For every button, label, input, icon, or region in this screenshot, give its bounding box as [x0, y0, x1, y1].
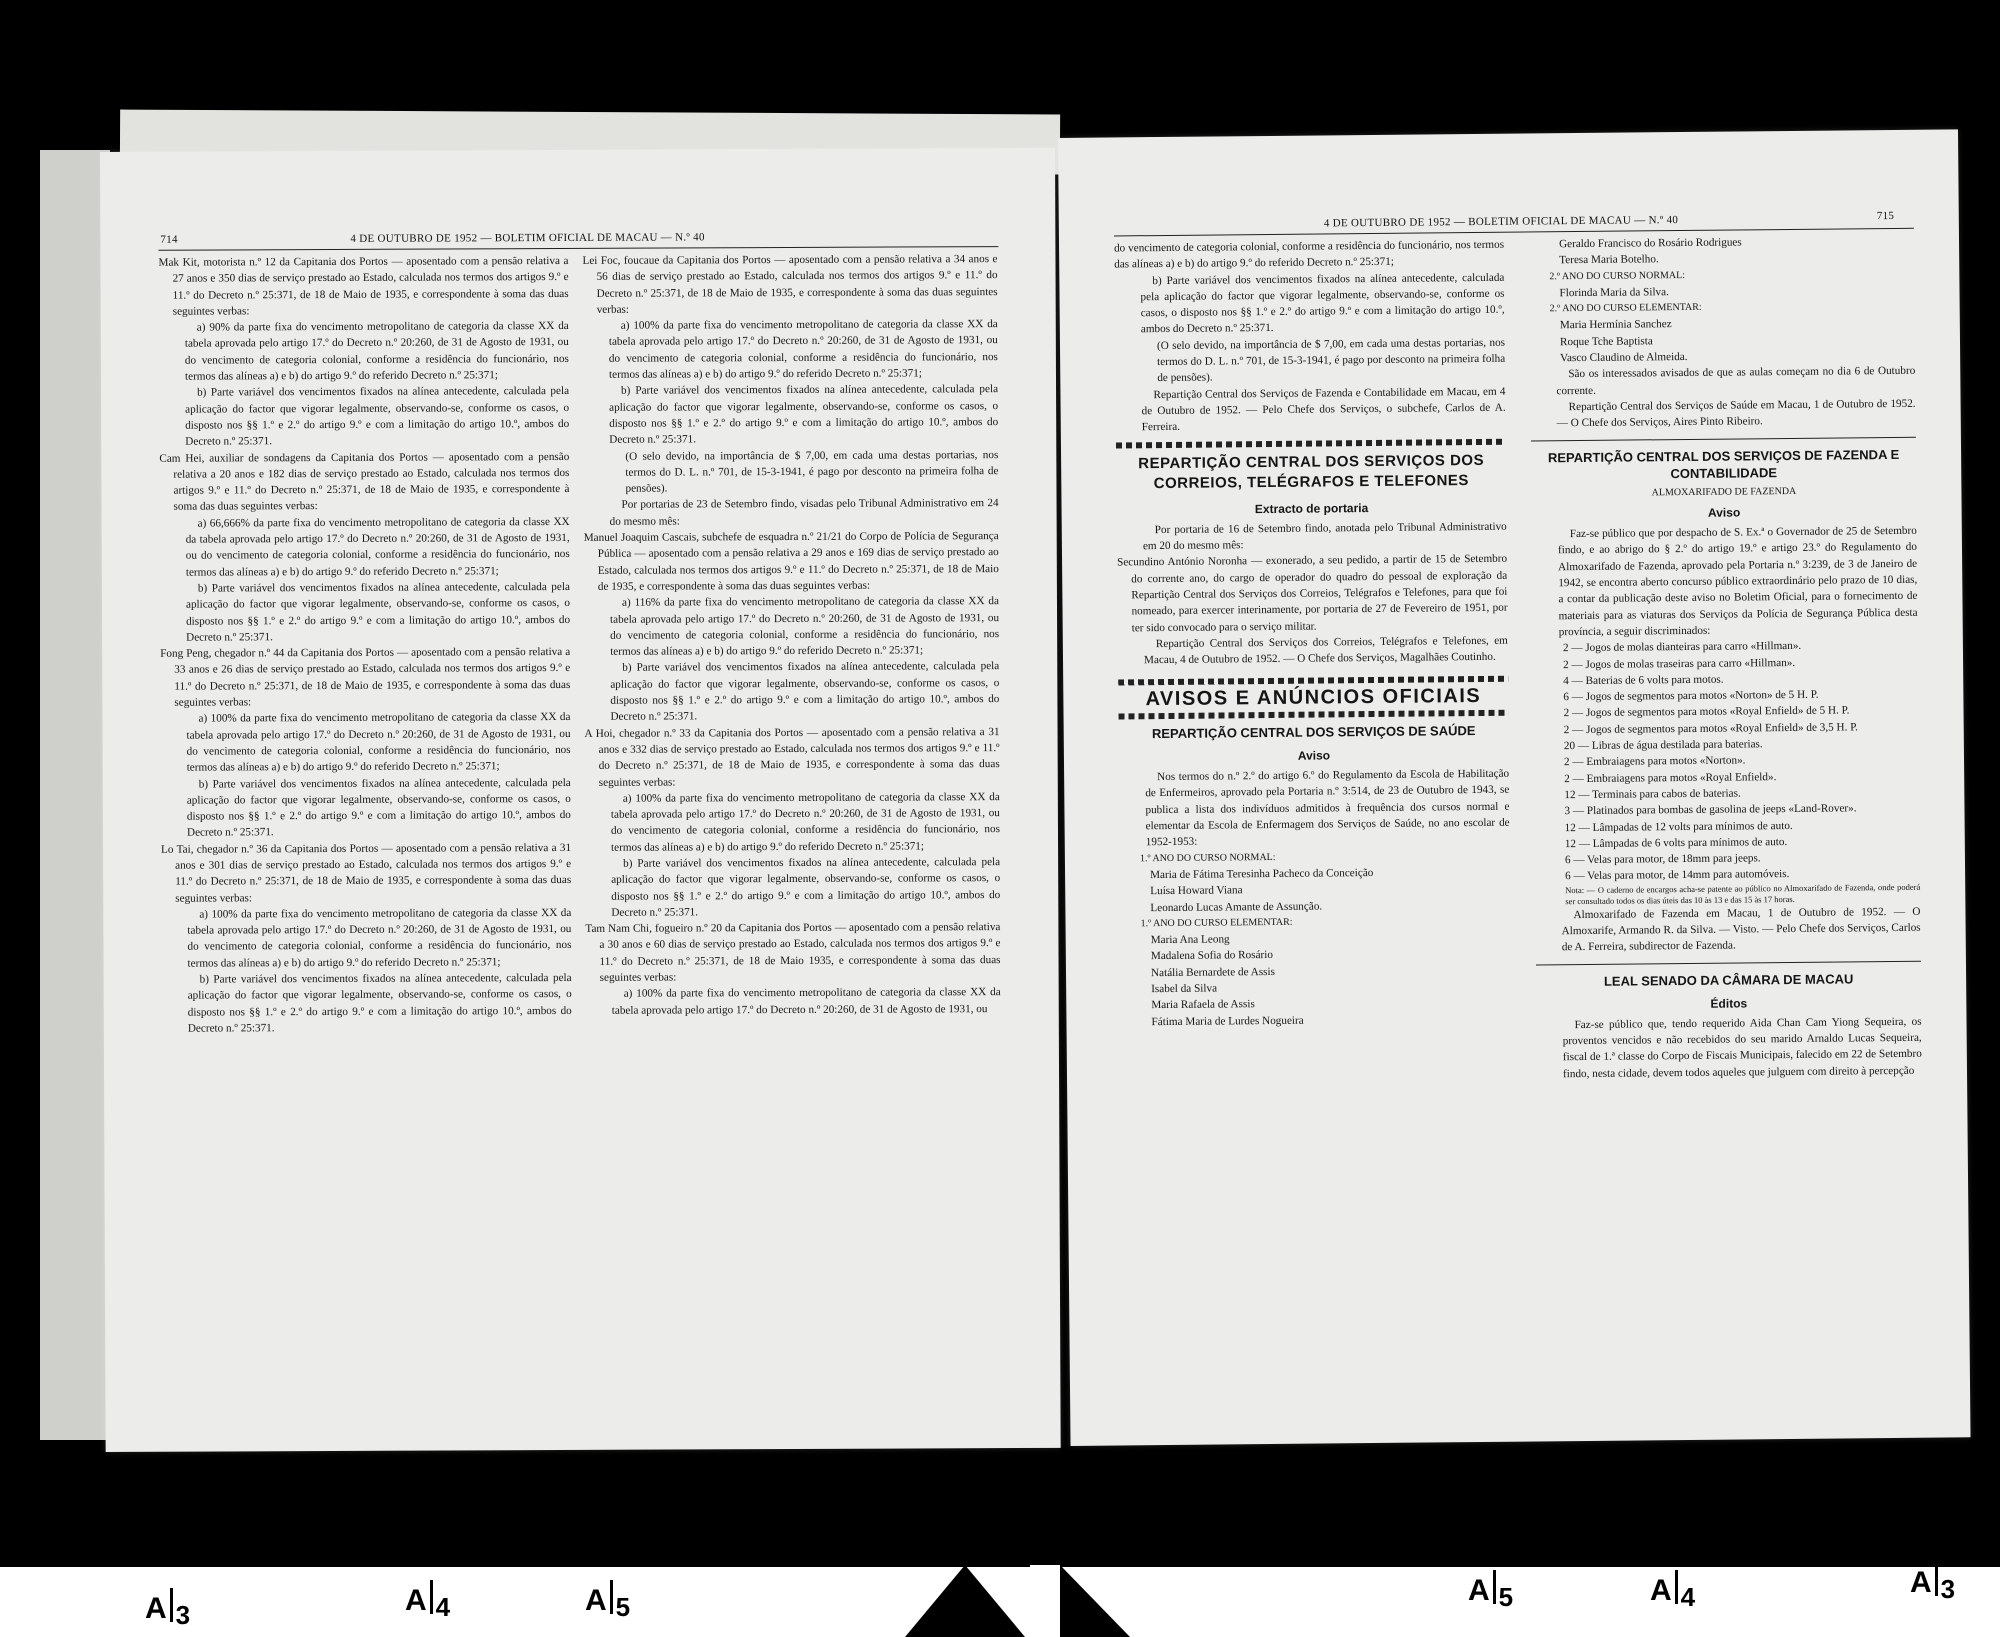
avisos-title: AVISOS E ANÚNCIOS OFICIAIS — [1145, 684, 1482, 710]
material-item: 6 — Jogos de segmentos para motos «Norton» de 5 H. P. — [1563, 688, 1819, 704]
fazenda-subtitle: ALMOXARIFADO DE FAZENDA — [1651, 485, 1797, 498]
paragraph: do vencimento de categoria colonial, conforme a residência do funcionário, nos termos das alíneas a) e b) do artigo 9.º do referido Decreto n.º 25:371; — [1114, 238, 1505, 271]
student-name: Maria Rafaela de Assis — [1151, 998, 1255, 1012]
ornamental-rule — [1118, 675, 1508, 685]
paragraph: a) 100% da parte fixa do vencimento metropolitano de categoria da classe XX da tabela aprovada pelo artigo 17.º do Decreto n.º 20:260, de 31 de Agosto de 1931, ou — [611, 986, 1001, 1017]
paragraph: Nos termos do n.º 2.º do artigo 6.º do Regulamento da Escola de Habilitação de Enfermeiros, aprovado pela Portaria n.º 3:514, de 23 de Outubro de 1943, se publica a lista dos indivíduos admitidos à frequência dos cursos normal e elementar da Escola de Enfermagem dos Serviços de Saúde, no ano escolar de 1952-1953: — [1145, 767, 1510, 849]
material-item: 2 — Jogos de molas dianteiras para carro «Hillman». — [1562, 640, 1802, 655]
list-heading: 1.º ANO DO CURSO NORMAL: — [1139, 851, 1276, 864]
material-item: 12 — Lâmpadas de 6 volts para mínimos de auto. — [1564, 835, 1788, 850]
editos-heading: Éditos — [1710, 996, 1748, 1011]
film-mark: A 5 — [585, 1580, 630, 1623]
paragraph: a) 100% da parte fixa do vencimento metropolitano de categoria da classe XX da tabela aprovada pelo artigo 17.º do Decreto n.º 20:260, de 31 de Agosto de 1931, ou do vencimento de categoria colonial, conforme a residência do funcionário, nos termos das alíneas a) e b) do artigo 9.º do referido Decreto n.º 25:371; — [186, 711, 571, 774]
page-number: 714 — [160, 233, 178, 246]
material-item: 2 — Embraiagens para motos «Norton». — [1563, 754, 1746, 769]
paragraph: b) Parte variável dos vencimentos fixados na alínea antecedente, calculada pela aplicação do factor que vigorar legalmente, observando-se, conforme os casos, o disposto nos §§ 1.º e 2.º do artigo 9.º e com a limitação do artigo 10.º, ambos do Decreto n.º 25:371. — [609, 383, 999, 447]
paragraph: Manuel Joaquim Cascais, subchefe de esquadra n.º 21/21 do Corpo de Polícia de Segurança Pública — aposentado com a pensão relativa a 29 anos e 169 dias de serviço prestado ao Estado, calculada nos termos dos artigos 9.º e 11.º do Decreto n.º 25:371, de 18 de Maio de 1935, e correspondente à soma das duas seguintes verbas: — [583, 530, 999, 593]
material-item: 4 — Baterias de 6 volts para motos. — [1563, 673, 1724, 688]
paragraph: Secundino António Noronha — exonerado, a seu pedido, a partir de 15 de Setembro do corrente ano, do cargo de operador do quadro do pessoal de exploração da Repartição Central dos Serviços dos Correios, Telégrafos e Telefones, para que foi nomeado, para exercer interinamente, por portaria de 27 de Fevereiro de 1951, por ter sido convocado para o serviço militar. — [1117, 553, 1508, 634]
right-page — [1058, 129, 1971, 1446]
paragraph: Mak Kit, motorista n.º 12 da Capitania dos Portos — aposentado com a pensão relativa a 27 anos e 350 dias de serviço prestado ao Estado, calculada nos termos dos artigos 9.º e 11.º do Decreto n.º 25:371, de 18 de Maio de 1935, e correspondente à soma das duas seguintes verbas: — [158, 254, 569, 318]
paragraph: a) 90% da parte fixa do vencimento metropolitano de categoria da classe XX da tabela aprovada pelo artigo 17.º do Decreto n.º 20:260, de 31 de Agosto de 1931, ou do vencimento de categoria colonial, conforme a residência do funcionário, nos termos das alíneas a) e b) do artigo 9.º do referido Decreto n.º 25:371; — [184, 320, 569, 383]
fazenda-title: REPARTIÇÃO CENTRAL DOS SERVIÇOS DE FAZENDA E CONTABILIDADE — [1547, 446, 1900, 481]
film-mark: A 4 — [1650, 1570, 1695, 1613]
left-registration-triangle — [905, 1565, 1025, 1637]
film-mark: A 4 — [405, 1580, 450, 1623]
right-column-1 — [1114, 237, 1512, 1031]
saude-title: REPARTIÇÃO CENTRAL DOS SERVIÇOS DE SAÚDE — [1151, 722, 1476, 741]
list-heading: 1.º ANO DO CURSO ELEMENTAR: — [1140, 916, 1293, 930]
stacked-page-edges — [40, 150, 110, 1440]
list-heading: 2.º ANO DO CURSO NORMAL: — [1549, 269, 1686, 282]
paragraph: b) Parte variável dos vencimentos fixados na alínea antecedente, calculada pela aplicação do factor que vigorar legalmente, observando-se, conforme os casos, o disposto nos §§ 1.º e 2.º do artigo 9.º e com a limitação do artigo 10.º, ambos do Decreto n.º 25:371. — [611, 856, 1001, 919]
aviso-heading: Aviso — [1297, 748, 1331, 763]
paragraph: Tam Nam Chi, fogueiro n.º 20 da Capitania dos Portos — aposentado com a pensão relativa a 30 anos e 60 dias de serviço prestado ao Estado, calculada nos termos dos artigos 9.º e 11.º do Decreto n.º 25:371, de 18 de Maio 1935, e correspondente à soma das duas seguintes verbas: — [585, 921, 1001, 984]
paragraph: Faz-se público que por despacho de S. Ex.ª o Governador de 25 de Setembro findo, e ao abrigo do § 2.º do artigo 19.º e artigo 23.º do Regulamento do Almoxarifado de Fazenda, aprovado pela Portaria n.º 3:239, de 3 de Janeiro de 1942, se encontra aberto concurso público extraordinário pelo prazo de 10 dias, a contar da publicação deste aviso no Boletim Oficial, para o fornecimento de materiais para as viaturas dos Serviços da Polícia de Segurança Pública desta província, a seguir discriminados: — [1557, 524, 1918, 639]
running-head: 4 DE OUTUBRO DE 1952 — BOLETIM OFICIAL DE MACAU — N.º 40 — [350, 231, 705, 245]
left-page — [100, 148, 1061, 1452]
material-item: 20 — Libras de água destilada para baterias. — [1563, 738, 1763, 753]
paragraph: Por portaria de 16 de Setembro findo, anotada pelo Tribunal Administrativo em 20 do mesmo mês: — [1142, 520, 1507, 553]
student-name: Luísa Howard Viana — [1150, 884, 1243, 898]
center-gap — [1030, 1565, 1060, 1637]
paragraph: Almoxarifado de Fazenda em Macau, 1 de Outubro de 1952. — O Almoxarife, Armando R. da Silva. — Visto. — Pelo Chefe dos Serviços, Carlos de A. Ferreira, subdirector de Fazenda. — [1561, 905, 1921, 954]
section-rule — [1531, 436, 1916, 441]
student-name: Madalena Sofia do Rosário — [1150, 949, 1274, 963]
paragraph: Repartição Central dos Serviços de Fazenda e Contabilidade em Macau, em 4 de Outubro de 1952. — Pelo Chefe dos Serviços, o subchefe, Carlos de A. Ferreira. — [1141, 385, 1506, 434]
paragraph: Lei Foc, foucaue da Capitania dos Portos — aposentado com a pensão relativa a 34 anos e 56 dias de serviço prestado ao Estado, calculada nos termos dos artigos 9.º e 11.º do Decreto n.º 25:371, de 18 de Maio de 1935, e correspondente à soma das duas seguintes verbas: — [582, 253, 998, 316]
paragraph: b) Parte variável dos vencimentos fixados na alínea antecedente, calculada pela aplicação do factor que vigorar legalmente, observando-se, conforme os casos, o disposto nos §§ 1.º e 2.º do artigo 9.º e com a limitação do artigo 10.º, ambos do Decreto n.º 25:371. — [610, 660, 1000, 724]
student-name: Florinda Maria da Silva. — [1559, 286, 1669, 300]
student-name: Fátima Maria de Lurdes Nogueira — [1151, 1014, 1304, 1028]
student-name: Maria Hermínia Sanchez — [1559, 318, 1672, 332]
aviso-heading: Aviso — [1707, 505, 1741, 520]
film-mark: A 3 — [145, 1588, 190, 1631]
paragraph: a) 66,666% da parte fixa do vencimento metropolitano de categoria da classe XX da tabela aprovada pelo artigo 17.º do Decreto n.º 20:260, de 31 de Agosto de 1931, ou do vencimento de categoria colonial, conforme a residência do funcionário, nos termos das alíneas a) e b) do artigo 9.º do referido Decreto n.º 25:371; — [185, 515, 570, 579]
student-name: Leonardo Lucas Amante de Assunção. — [1150, 899, 1323, 914]
material-item: 2 — Embraiagens para motos «Royal Enfield». — [1564, 770, 1777, 785]
paragraph: (O selo devido, na importância de $ 7,00, em cada uma destas portarias, nos termos do D. L. n.º 701, de 15-3-1941, é pago por desconto na primeira folha de pensões). — [1156, 336, 1506, 385]
material-item: 3 — Platinados para bombas de gasolina de jeeps «Land-Rover». — [1564, 802, 1857, 818]
paragraph: Repartição Central dos Serviços de Saúde em Macau, 1 de Outubro de 1952. — O Chefe dos Serviços, Aires Pinto Ribeiro. — [1556, 397, 1916, 430]
paragraph: a) 116% da parte fixa do vencimento metropolitano de categoria da classe XX da tabela aprovada pelo artigo 17.º do Decreto n.º 20:260, de 31 de Agosto de 1931, ou do vencimento de categoria colonial, conforme a residência do funcionário, nos termos das alíneas a) e b) do artigo 9.º do referido Decreto n.º 25:371; — [610, 595, 1000, 658]
material-item: 2 — Jogos de molas traseiras para carro «Hillman». — [1563, 656, 1796, 671]
material-item: 12 — Terminais para cabos de baterias. — [1564, 787, 1741, 802]
page-number: 715 — [1876, 209, 1895, 223]
left-column-2 — [582, 251, 1000, 1019]
film-mark: A 3 — [1910, 1562, 1955, 1605]
paragraph: Fong Peng, chegador n.º 44 da Capitania dos Portos — aposentado com a pensão relativa a 33 anos e 26 dias de serviço prestado ao Estado, calculada nos termos dos artigos 9.º e 11.º do Decreto n.º 25:371, de 18 de Maio de 1935, e correspondente à soma das duas seguintes verbas: — [160, 646, 571, 709]
ornamental-rule — [1116, 438, 1506, 448]
student-name: Isabel da Silva — [1151, 982, 1218, 996]
right-column-2 — [1529, 233, 1922, 1083]
material-item: 2 — Jogos de segmentos para motos «Royal Enfield» de 5 H. P. — [1563, 704, 1850, 720]
paragraph: Repartição Central dos Serviços dos Correios, Telégrafos e Telefones, em Macau, 4 de Outubro de 1952. — O Chefe dos Serviços, Magalhães Coutinho. — [1143, 634, 1508, 667]
right-registration-triangle — [1060, 1565, 1130, 1637]
paragraph: a) 100% da parte fixa do vencimento metropolitano de categoria da classe XX da tabela aprovada pelo artigo 17.º do Decreto n.º 20:260, de 31 de Agosto de 1931, ou do vencimento de categoria colonial, conforme a residência do funcionário, nos termos das alíneas a) e b) do artigo 9.º do referido Decreto n.º 25:371; — [187, 906, 572, 970]
student-name: Natália Bernardete de Assis — [1150, 965, 1276, 979]
paragraph: b) Parte variável dos vencimentos fixados na alínea antecedente, calculada pela aplicação do factor que vigorar legalmente, observando-se, conforme os casos, o disposto nos §§ 1.º e 2.º do artigo 9.º e com a limitação do artigo 10.º, ambos do Decreto n.º 25:371. — [187, 972, 572, 1035]
paragraph: Faz-se público que, tendo requerido Aida Chan Cam Yiong Sequeira, os proventos vencidos e não recebidos do seu marido Arnaldo Lucas Sequeira, fiscal de 1.ª classe do Corpo de Fiscais Municipais, falecido em 22 de Setembro findo, nesta cidade, devem todos aqueles que julguem com direito à percepção — [1562, 1015, 1922, 1080]
correios-title: REPARTIÇÃO CENTRAL DOS SERVIÇOS DOS CORREIOS, TELÉGRAFOS E TELEFONES — [1138, 451, 1485, 492]
paragraph: b) Parte variável dos vencimentos fixados na alínea antecedente, calculada pela aplicação do factor que vigorar legalmente, observando-se, conforme os casos, o disposto nos §§ 1.º e 2.º do artigo 9.º e com a limitação do artigo 10.º, ambos do Decreto n.º 25:371. — [186, 776, 571, 840]
header-rule — [158, 246, 998, 251]
paragraph: b) Parte variável dos vencimentos fixados na alínea antecedente, calculada pela aplicação do factor que vigorar legalmente, observando-se, conforme os casos, o disposto nos §§ 1.º e 2.º do artigo 9.º e com a limitação do artigo 10.º, ambos do Decreto n.º 25:371. — [185, 385, 570, 448]
running-head: 4 DE OUTUBRO DE 1952 — BOLETIM OFICIAL DE MACAU — N.º 40 — [1323, 214, 1679, 230]
material-item: 2 — Jogos de segmentos para motos «Royal Enfield» de 3,5 H. P. — [1563, 721, 1859, 736]
student-name: Teresa Maria Botelho. — [1559, 253, 1659, 267]
paragraph: b) Parte variável dos vencimentos fixados na alínea antecedente, calculada pela aplicação do factor que vigorar legalmente, observando-se, conforme os casos, o disposto nos §§ 1.º e 2.º do artigo 9.º e com a limitação do artigo 10.º, ambos do Decreto n.º 25:371. — [185, 580, 571, 644]
paragraph: São os interessados avisados de que as aulas começam no dia 6 de Outubro corrente. — [1556, 365, 1916, 397]
section-rule — [1536, 960, 1921, 965]
note: Nota: — O caderno de encargos acha-se patente ao público no Almoxarifado de Fazenda, onde poderá ser consultado todos os dias úteis das 10 às 13 e das 15 às 17 horas. — [1565, 881, 1921, 906]
ornamental-rule — [1119, 710, 1509, 720]
student-name: Vasco Claudino de Almeida. — [1560, 351, 1688, 365]
student-name: Roque Tche Baptista — [1559, 335, 1653, 348]
paragraph: Por portarias de 23 de Setembro findo, visadas pelo Tribunal Administrativo em 24 do mesmo mês: — [609, 497, 999, 528]
left-column-1 — [158, 253, 571, 1037]
list-heading: 2.º ANO DO CURSO ELEMENTAR: — [1549, 302, 1702, 315]
student-name: Maria de Fátima Teresinha Pacheco da Conceição — [1150, 866, 1374, 882]
student-name: Maria Ana Leong — [1150, 933, 1230, 947]
paragraph: b) Parte variável dos vencimentos fixados na alínea antecedente, calculada pela aplicação do factor que vigorar legalmente, observando-se, conforme os casos, o disposto nos §§ 1.º e 2.º do artigo 9.º e com a limitação do artigo 10.º, ambos do Decreto n.º 25:371. — [1140, 271, 1505, 336]
paragraph: A Hoi, chegador n.º 33 da Capitania dos Portos — aposentado com a pensão relativa a 31 anos e 332 dias de serviço prestado ao Estado, calculada nos termos dos artigos 9.º e 11.º do Decreto n.º 25:371, de 18 de Maio de 1935, e correspondente à soma das duas seguintes verbas: — [584, 725, 1000, 789]
paragraph: Lo Tai, chegador n.º 36 da Capitania dos Portos — aposentado com a pensão relativa a 31 anos e 301 dias de serviço prestado ao Estado, calculada nos termos dos artigos 9.º e 11.º do Decreto n.º 25:371, de 18 de Maio de 1935, e correspondente à soma das duas seguintes verbas: — [161, 841, 572, 905]
paragraph: Cam Hei, auxiliar de sondagens da Capitania dos Portos — aposentado com a pensão relativa a 20 anos e 182 dias de serviço prestado ao Estado, calculada nos termos dos artigos 9.º e 11.º do Decreto n.º 25:371, de 18 de Maio de 1935, e correspondente à soma das duas seguintes verbas: — [159, 450, 570, 514]
leal-senado-title: LEAL SENADO DA CÂMARA DE MACAU — [1603, 970, 1854, 989]
paragraph: a) 100% da parte fixa do vencimento metropolitano de categoria da classe XX da tabela aprovada pelo artigo 17.º do Decreto n.º 20:260, de 31 de Agosto de 1931, ou do vencimento de categoria colonial, conforme a residência do funcionário, nos termos das alíneas a) e b) do artigo 9.º do referido Decreto n.º 25:371; — [610, 790, 1000, 854]
film-mark: A 5 — [1468, 1570, 1513, 1613]
material-item: 6 — Velas para motor, de 14mm para automóveis. — [1565, 868, 1790, 883]
material-item: 12 — Lâmpadas de 12 volts para mínimos de auto. — [1564, 819, 1793, 834]
paragraph: a) 100% da parte fixa do vencimento metropolitano de categoria da classe XX da tabela aprovada pelo artigo 17.º do Decreto n.º 20:260, de 31 de Agosto de 1931, ou do vencimento de categoria colonial, conforme a residência do funcionário, nos termos das alíneas a) e b) do artigo 9.º do referido Decreto n.º 25:371; — [608, 318, 998, 381]
paragraph: (O selo devido, na importância de $ 7,00, em cada uma destas portarias, nos termos do D. L. n.º 701, de 15-3-1941, é pago por desconto na primeira folha de pensões). — [625, 448, 999, 495]
correios-subtitle: Extracto de portaria — [1254, 500, 1369, 516]
material-item: 6 — Velas para motor, de 18mm para jeeps. — [1564, 852, 1761, 867]
student-name: Geraldo Francisco do Rosário Rodrigues — [1558, 236, 1742, 251]
